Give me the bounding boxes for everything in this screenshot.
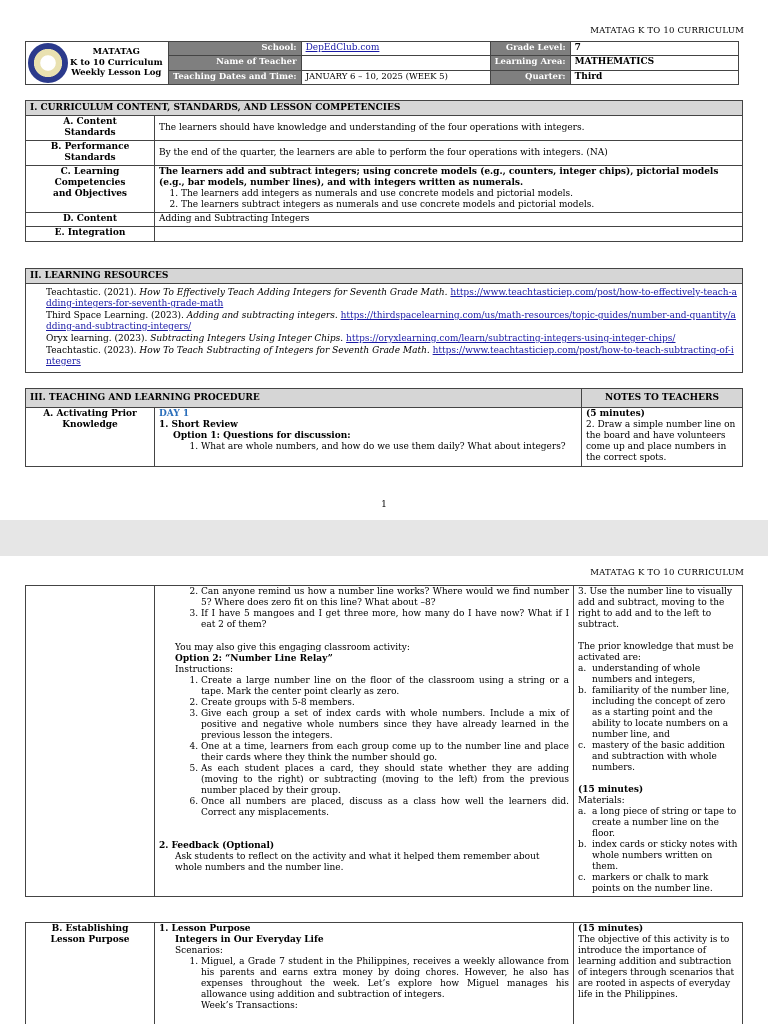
instructions-list (159, 676, 569, 819)
notes-continued: 3. Use the number line to visually add and subtract, moving to the right to add and to the left to subtract. The prior knowledge that must be activated are: a. understanding of whole numbers and integers, b. familiarity of the number line, including the concept of zero as a starting point and the ability to locate numbers on a number line, and c. mastery of the basic addition and subtraction with whole numbers. (15 minutes) Materials: a. a long piece of string or tape to create a number line on the floor. b. index cards or sticky notes with whole numbers written on them. c. markers or chalk to mark points on the number line. (574, 586, 743, 897)
also-text: You may also give this engaging classroom activity: (175, 643, 410, 653)
procedure-continued-table (25, 585, 743, 897)
reference-item: Teachtastic. (2021). How To Effectively Teach Adding Integers for Seventh Grade Math. https://www.teachtasticiep.com/post/how-to-effectively-teach-adding-integers-for-seventh-grade-math (46, 288, 737, 309)
teacher-value (301, 56, 490, 70)
feedback-title: 2. Feedback (Optional) (159, 841, 275, 851)
area-value: MATHEMATICS (570, 56, 738, 70)
row-label-content-standards: A. Content Standards (26, 116, 155, 141)
prior-knowledge-item: b. familiarity of the number line, including the concept of zero as a starting point and the ability to locate numbers on a number line, and (578, 686, 730, 740)
teacher-label: Name of Teacher (169, 56, 302, 70)
establishing-content (155, 923, 574, 1024)
lesson-purpose-title: 1. Lesson Purpose (159, 924, 251, 934)
reference-item: Oryx learning. (2023). Subtracting Integers Using Integer Chips. https://oryxlearning.com/learn/subtracting-integers-using-integer-chips/ (46, 334, 676, 344)
section-2-table (25, 268, 743, 373)
option-2-title: Option 2: “Number Line Relay” (175, 654, 333, 664)
logo-cell (26, 42, 169, 85)
row-label-content: D. Content (26, 213, 155, 227)
row-label-integration: E. Integration (26, 227, 155, 242)
quarter-label: Quarter: (490, 70, 570, 84)
feedback-text: Ask students to reflect on the activity and what it helped them remember about whole numbers and the number line. (175, 852, 540, 873)
dates-label: Teaching Dates and Time: (169, 70, 302, 84)
materials-list (578, 807, 738, 895)
scenarios-label: Scenarios: (175, 946, 223, 956)
instruction-item: 1. Create a large number line on the floor of the classroom using a string or a tape. Mark the center point clearly as zero. (201, 676, 569, 698)
grade-value: 7 (570, 42, 738, 56)
reference-link[interactable]: https://www.teachtasticiep.com/post/how-to-teach-subtracting-of-integers (46, 346, 734, 367)
quarter-value: Third (570, 70, 738, 84)
question-item: 1. What are whole numbers, and how do we use them daily? What about integers? (201, 442, 577, 453)
objective-item: 2. The learners subtract integers as numerals and use concrete models and pictorial models. (181, 200, 738, 211)
lesson-purpose-subtitle: Integers in Our Everyday Life (175, 935, 324, 945)
weeks-transactions-label: Week’s Transactions: (201, 1001, 298, 1011)
instruction-item: 3. Give each group a set of index cards with whole numbers. Include a mix of positive and negative whole numbers since they have already learned in the previous lesson the integers. (201, 709, 569, 742)
section-3-title: III. TEACHING AND LEARNING PROCEDURE (26, 389, 582, 408)
dates-value: JANUARY 6 – 10, 2025 (WEEK 5) (301, 70, 490, 84)
row-label-establishing: B. Establishing Lesson Purpose (26, 923, 155, 1024)
logo-title: MATATAG K to 10 Curriculum Weekly Lesson Log (70, 47, 163, 79)
notes-establishing: (15 minutes) The objective of this activity is to introduce the importance of learning addition and subtraction of integers through scenarios that are rooted in aspects of everyday life in the Philippines. (574, 923, 743, 1024)
instruction-item: 4. One at a time, learners from each group come up to the number line and place their cards where they think the number should go. (201, 742, 569, 764)
prior-knowledge-item: c. mastery of the basic addition and subtraction with whole numbers. (578, 741, 725, 773)
row-label-performance-standards: B. Performance Standards (26, 141, 155, 166)
section-1-title: I. CURRICULUM CONTENT, STANDARDS, AND LESSON COMPETENCIES (26, 101, 743, 116)
short-review-title: 1. Short Review (159, 420, 238, 430)
scenario-item: 1. Miguel, a Grade 7 student in the Philippines, receives a weekly allowance from his parents and earns extra money by doing chores. However, he also has expenses throughout the week. Let’s explore how Miguel manages his allowance using addition and subtraction of integers. (201, 957, 569, 1001)
school-link[interactable]: DepEdClub.com (305, 43, 380, 53)
performance-standards-text: By the end of the quarter, the learners are able to perform the four operations with integers. (NA) (155, 141, 743, 166)
section-2-title: II. LEARNING RESOURCES (26, 269, 743, 284)
instruction-item: 2. Create groups with 5-8 members. (201, 698, 569, 709)
row-label-competencies: C. Learning Competencies and Objectives (26, 166, 155, 213)
page-number: 1 (381, 500, 387, 510)
section-1-table (25, 100, 743, 242)
activating-content-continued (155, 586, 574, 897)
establishing-purpose-table (25, 922, 743, 1024)
grade-label: Grade Level: (490, 42, 570, 56)
reference-item: Teachtastic. (2023). How To Teach Subtracting of Integers for Seventh Grade Math. https://www.teachtasticiep.com/post/how-to-teach-subtracting-of-integers (46, 346, 734, 367)
integration-text (155, 227, 743, 242)
material-item: c. markers or chalk to mark points on the number line. (578, 873, 713, 894)
instructions-label: Instructions: (175, 665, 234, 675)
prior-knowledge-list (578, 664, 738, 774)
instruction-item: 5. As each student places a card, they should state whether they are adding (moving to the right) or subtracting (moving to the left) from the previous number placed by their group. (201, 764, 569, 797)
reference-item: Third Space Learning. (2023). Adding and subtracting integers. https://thirdspacelearning.com/us/math-resources/topic-guides/number-and-quantity/adding-and-subtracting-integers/ (46, 311, 736, 332)
reference-link[interactable]: https://thirdspacelearning.com/us/math-resources/topic-guides/number-and-quantity/adding-and-subtracting-integers/ (46, 311, 736, 332)
row-label-empty (26, 586, 155, 897)
row-label-activating: A. Activating Prior Knowledge (26, 408, 155, 467)
notes-title: NOTES TO TEACHERS (582, 389, 743, 408)
running-header: MATATAG K TO 10 CURRICULUM (590, 26, 744, 36)
deped-seal-logo (28, 43, 68, 83)
running-header: MATATAG K TO 10 CURRICULUM (590, 568, 744, 578)
competencies-text: The learners add and subtract integers; using concrete models (e.g., counters, integer chips), pictorial models (e.g., bar models, number lines), and with integers written as numerals. 1. The learners add integers as numerals and use concrete models and pictorial models. 2. The learners subtract integers as numerals and use concrete models and pictorial models. (155, 166, 743, 213)
content-standards-text: The learners should have knowledge and understanding of the four operations with integers. (155, 116, 743, 141)
material-item: a. a long piece of string or tape to create a number line on the floor. (578, 807, 737, 839)
notes-activating: (5 minutes) 2. Draw a simple number line on the board and have volunteers come up and place numbers in the correct spots. (582, 408, 743, 467)
school-value[interactable] (301, 42, 490, 56)
reference-link[interactable]: https://www.teachtasticiep.com/post/how-to-effectively-teach-adding-integers-for-seventh-grade-math (46, 288, 737, 309)
question-item: 2. Can anyone remind us how a number line works? Where would we find number 5? Where does zero fit on this line? What about –8? (201, 587, 569, 609)
prior-knowledge-item: a. understanding of whole numbers and integers, (578, 664, 701, 685)
school-label: School: (169, 42, 302, 56)
activating-content (155, 408, 582, 467)
day-label: DAY 1 (159, 409, 190, 419)
references-list (26, 284, 743, 373)
reference-link[interactable]: https://oryxlearning.com/learn/subtracting-integers-using-integer-chips/ (346, 334, 676, 344)
header-table (25, 41, 739, 85)
instruction-item: 6. Once all numbers are placed, discuss as a class how well the learners did. Correct any misplacements. (201, 797, 569, 819)
objective-item: 1. The learners add integers as numerals and use concrete models and pictorial models. (181, 189, 738, 200)
content-text: Adding and Subtracting Integers (155, 213, 743, 227)
option-1-title: Option 1: Questions for discussion: (173, 431, 351, 441)
page-2 (0, 556, 768, 1024)
section-3-table (25, 388, 743, 467)
question-item: 3. If I have 5 mangoes and I get three more, how many do I have now? What if I eat 2 of them? (201, 609, 569, 631)
material-item: b. index cards or sticky notes with whole numbers written on them. (578, 840, 738, 872)
area-label: Learning Area: (490, 56, 570, 70)
